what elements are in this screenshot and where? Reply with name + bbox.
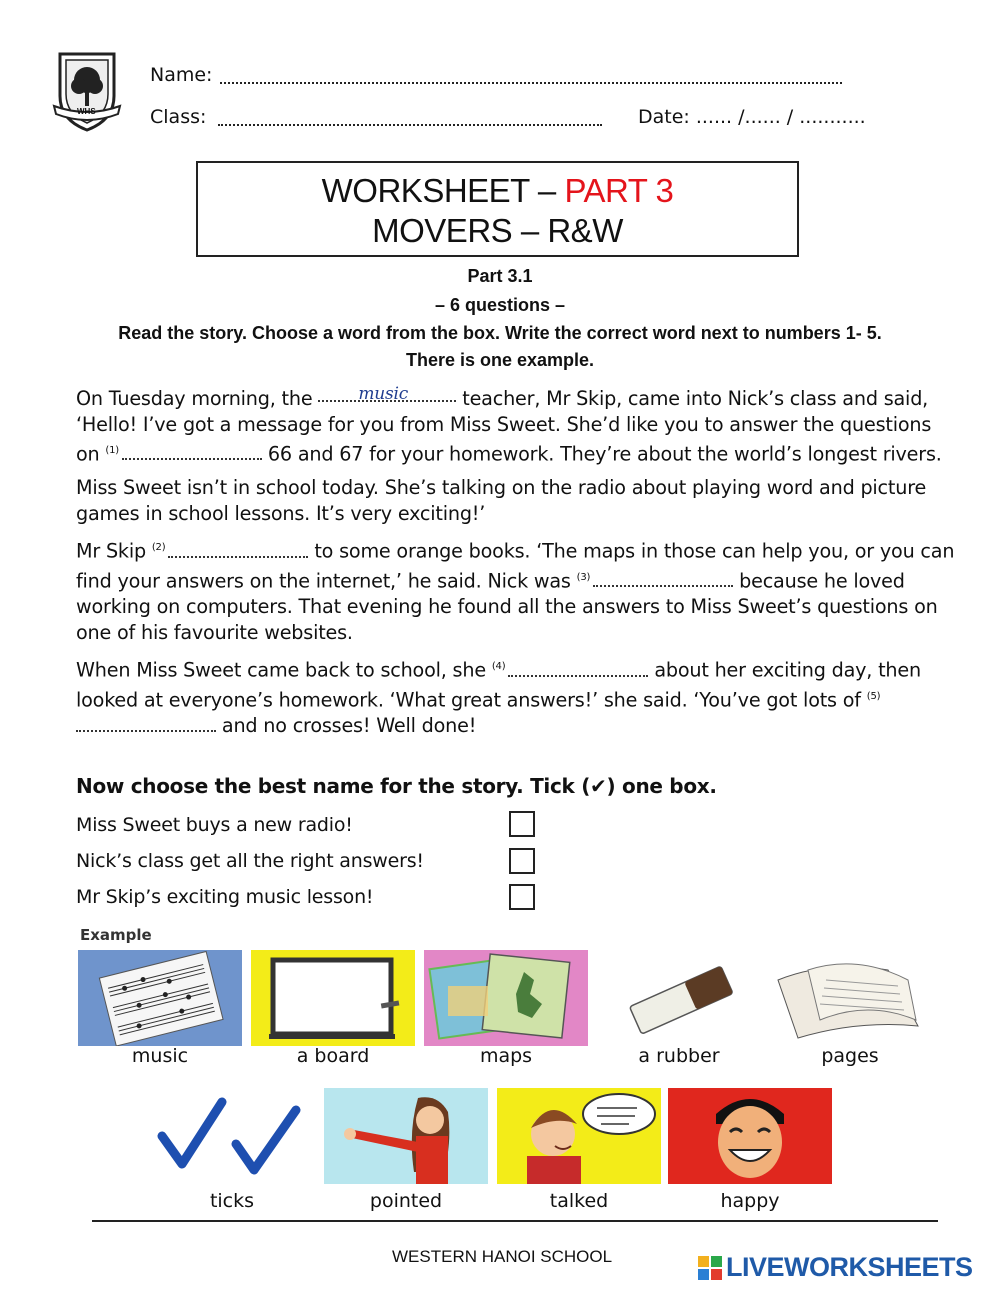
instruction-line-1: Read the story. Choose a word from the box. Write the correct word next to numbers 1- 5. (118, 323, 882, 343)
school-logo (52, 48, 122, 134)
option-checkbox-3[interactable] (509, 884, 535, 910)
music-picture (78, 950, 242, 1046)
word-pages: pages (821, 1045, 879, 1067)
answer-input-5[interactable] (76, 716, 216, 732)
example-label: Example (80, 926, 152, 944)
title-line-1 (198, 171, 797, 211)
part-label: Part 3.1 (467, 266, 533, 286)
option-checkbox-2[interactable] (509, 848, 535, 874)
story-paragraph-2: Miss Sweet isn’t in school today. She’s talking on the radio about playing word and picture games in school lessons. It’s very exciting!’ (76, 476, 927, 526)
footer-divider (92, 1220, 938, 1222)
word-board: a board (296, 1045, 370, 1067)
story-paragraph-4: When Miss Sweet came back to school, she $^{(4)}$ about her exciting day, then looked at everyone’s homework. ‘What great answers!’ she said. ‘You’ve got lots of $^{(5)}$ and no crosses! Well done! (76, 658, 921, 737)
happy-picture (668, 1088, 832, 1184)
questions-count: – 6 questions – (434, 295, 566, 315)
answer-input-3[interactable] (593, 571, 733, 587)
pages-picture (768, 950, 932, 1046)
pointed-picture (324, 1088, 488, 1184)
ticks-picture (150, 1088, 314, 1184)
liveworksheets-logo-icon (698, 1256, 722, 1280)
liveworksheets-brand[interactable]: LIVEWORKSHEETS (726, 1252, 973, 1282)
board-picture (251, 950, 415, 1046)
gap-number-1: (1) (105, 445, 119, 456)
gap-number-2: (2) (151, 542, 166, 554)
word-rubber: a rubber (638, 1045, 720, 1067)
gap-number-3: (3) (576, 571, 591, 583)
answer-input-1[interactable] (122, 444, 262, 460)
logo-text: WHS (77, 107, 96, 116)
talked-picture (497, 1088, 661, 1184)
question-heading: Now choose the best name for the story. Tick (✔) one box. (76, 774, 717, 798)
class-label: Class: (150, 106, 207, 128)
answer-input-2[interactable] (168, 542, 308, 558)
story-paragraph-1: On Tuesday morning, the music teacher, Mr Skip, came into Nick’s class and said, ‘Hello! I’ve got a message for you from Miss Sweet. She’d like you to answer the questions on $^{(1)}$ 66 and 67 for your homework. They’re about the world’s longest rivers. (76, 384, 942, 466)
story-text (76, 386, 956, 747)
name-label: Name: (150, 64, 213, 86)
rubber-picture (597, 950, 761, 1046)
gap-number-4: (4) (491, 661, 506, 673)
title-part: PART 3 (564, 172, 674, 209)
title-line-2: MOVERS – R&W (372, 212, 623, 249)
example-answer-field (318, 386, 456, 402)
word-maps: maps (479, 1045, 533, 1067)
school-name: WESTERN HANOI SCHOOL (392, 1247, 613, 1266)
instruction-line-2: There is one example. (405, 350, 595, 370)
class-field[interactable] (218, 124, 602, 126)
word-talked: talked (549, 1190, 609, 1212)
gap-number-5: (5) (866, 690, 881, 702)
word-pointed: pointed (369, 1190, 443, 1212)
option-label-3: Mr Skip’s exciting music lesson! (76, 886, 374, 908)
name-field[interactable] (220, 82, 842, 84)
title-box (196, 161, 799, 257)
option-label-2: Nick’s class get all the right answers! (76, 850, 424, 872)
maps-picture (424, 950, 588, 1046)
answer-input-4[interactable] (508, 661, 648, 677)
word-ticks: ticks (209, 1190, 255, 1212)
example-answer: music (358, 384, 409, 404)
title-worksheet: WORKSHEET – (321, 172, 565, 209)
word-happy: happy (720, 1190, 780, 1212)
option-label-1: Miss Sweet buys a new radio! (76, 814, 353, 836)
option-checkbox-1[interactable] (509, 811, 535, 837)
word-music: music (131, 1045, 189, 1067)
date-field[interactable]: Date: ...... /...... / ........... (638, 106, 866, 128)
story-paragraph-3: Mr Skip $^{(2)}$ to some orange books. ‘The maps in those can help you, or you can find your answers on the internet,’ he said. Nick was $^{(3)}$ because he loved working on computers. That evening he found all the answers to Miss Sweet’s questions on one of his favourite websites. (76, 539, 955, 645)
